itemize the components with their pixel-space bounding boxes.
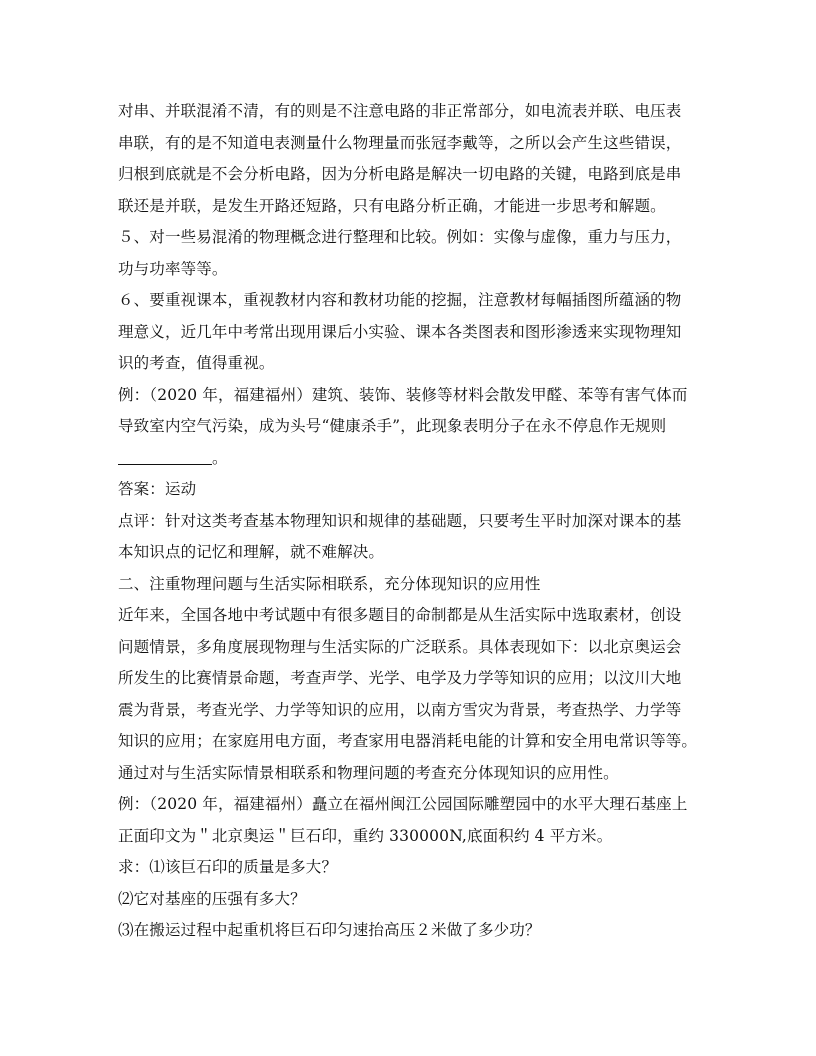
example-line: 例：（2020 年，福建福州）矗立在福州闽江公园国际雕塑园中的水平大理石基座上 — [118, 795, 688, 813]
example-line: 正面印文为＂北京奥运＂巨石印，重约 330000N,底面积约 4 平方米。 — [118, 826, 613, 845]
example-line: 导致室内空气污染，成为头号“健康杀手”，此现象表明分子在永不停息作无规则 — [118, 417, 667, 435]
paragraph-line: 功与功率等等。 — [118, 259, 228, 278]
comment-line: 点评：针对这类考查基本物理知识和规律的基础题，只要考生平时加深对课本的基 — [118, 511, 682, 530]
blank-suffix: 。 — [212, 448, 228, 467]
paragraph-line: 本知识点的记忆和理解，就不难解决。 — [118, 543, 385, 561]
paragraph-line: 近年来，全国各地中考试题中有很多题目的命制都是从生活实际中选取素材，创设 — [118, 606, 682, 624]
question-line: ⑶在搬运过程中起重机将巨石印匀速抬高压２米做了多少功？ — [118, 921, 541, 939]
paragraph-line: 通过对与生活实际情景相联系和物理问题的考查充分体现知识的应用性。 — [118, 763, 619, 782]
paragraph-line: 震为背景，考查光学、力学等知识的应用，以南方雪灾为背景，考查热学、力学等 — [118, 700, 682, 719]
paragraph-line: 识的考查，值得重视。 — [118, 354, 275, 372]
paragraph-line: 串联，有的是不知道电表测量什么物理量而张冠李戴等，之所以会产生这些错误， — [118, 133, 682, 152]
question-line: ⑵它对基座的压强有多大？ — [118, 889, 306, 908]
answer-blank — [118, 448, 212, 465]
paragraph-line: 联还是并联，是发生开路还短路，只有电路分析正确，才能进一步思考和解题。 — [118, 196, 666, 215]
paragraph-line: 知识的应用；在家庭用电方面，考查家用电器消耗电能的计算和安全用电常识等等。 — [118, 732, 698, 750]
paragraph-line: 所发生的比赛情景命题，考查声学、光学、电学及力学等知识的应用；以汶川大地 — [118, 669, 682, 687]
paragraph-line: 归根到底就是不会分析电路，因为分析电路是解决一切电路的关键，电路到底是串 — [118, 165, 682, 183]
section-heading: 二、注重物理问题与生活实际相联系，充分体现知识的应用性 — [118, 574, 541, 593]
document-page — [118, 96, 703, 947]
paragraph-line: 问题情景，多角度展现物理与生活实际的广泛联系。具体表现如下：以北京奥运会 — [118, 637, 682, 656]
paragraph-line: 理意义，近几年中考常出现用课后小实验、课本各类图表和图形渗透来实现物理知 — [118, 322, 682, 341]
question-line: 求：⑴该巨石印的质量是多大？ — [118, 858, 338, 876]
answer-blank-line — [118, 443, 703, 475]
example-line: 例：（2020 年，福建福州）建筑、装饰、装修等材料会散发甲醛、苯等有害气体而 — [118, 385, 688, 404]
answer-line: 答案：运动 — [118, 480, 197, 498]
list-item-6: ６、要重视课本，重视教材内容和教材功能的挖掘，注意教材每幅插图所蕴涵的物 — [118, 291, 682, 309]
paragraph-line: 对串、并联混淆不清，有的则是不注意电路的非正常部分，如电流表并联、电压表 — [118, 102, 682, 120]
list-item-5: ５、对一些易混淆的物理概念进行整理和比较。例如：实像与虚像，重力与压力， — [118, 228, 682, 246]
